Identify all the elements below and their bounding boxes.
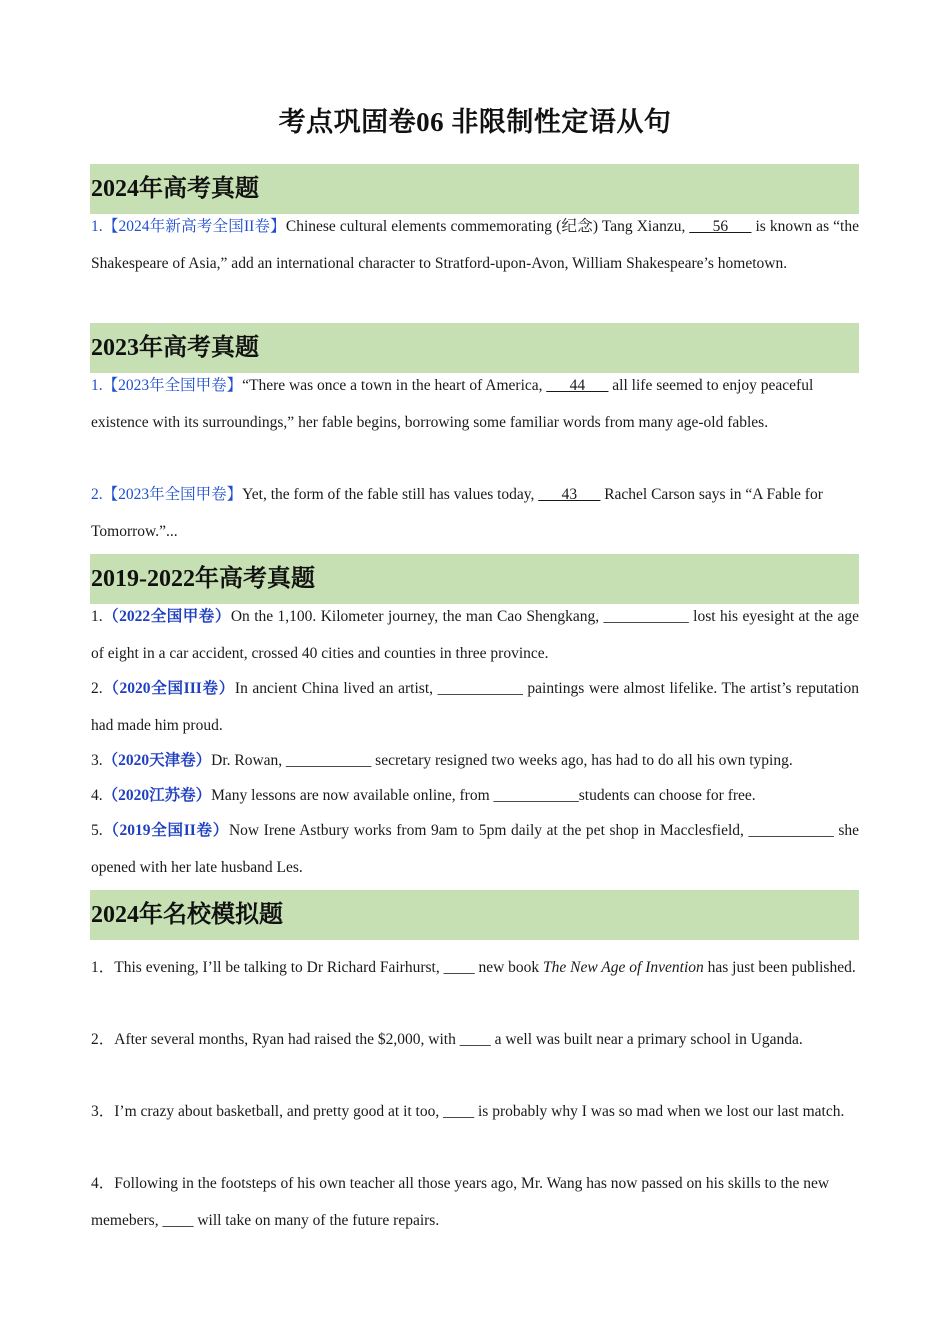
question-number: 5. bbox=[91, 822, 103, 839]
question-item bbox=[91, 777, 859, 814]
question-text: is known as “the Shakespeare of Asia,” add an international character to Stratford-upon-Avon, William Shakespeare’s hometown. bbox=[91, 218, 859, 272]
question-item bbox=[91, 1165, 859, 1239]
section-heading-2024-exam: 2024年高考真题 bbox=[90, 164, 859, 214]
question-text: Many lessons are now available online, from ___________students can choose for free. bbox=[211, 787, 756, 804]
question-number: 1． bbox=[91, 959, 115, 976]
question-text: I’m crazy about basketball, and pretty good at it too, ____ is probably why I was so mad when we lost our last match. bbox=[114, 1103, 845, 1120]
question-text: Dr. Rowan, ___________ secretary resigned two weeks ago, has had to do all his own typing. bbox=[211, 752, 793, 769]
question-number: 1. bbox=[91, 377, 103, 394]
question-source: 【2023年全国甲卷】 bbox=[102, 486, 243, 503]
question-source: （2022全国甲卷） bbox=[102, 608, 231, 625]
question-text: has just been published. bbox=[703, 959, 856, 976]
question-item bbox=[91, 367, 859, 441]
question-source: （2020江苏卷） bbox=[102, 787, 212, 804]
question-source: 【2023年全国甲卷】 bbox=[102, 377, 243, 394]
question-source: （2020全国III卷） bbox=[102, 680, 235, 697]
question-item bbox=[91, 598, 859, 672]
question-number: 2. bbox=[91, 680, 103, 697]
question-number: 4． bbox=[91, 1175, 115, 1192]
question-number: 3． bbox=[91, 1103, 115, 1120]
question-text: Yet, the form of the fable still has values today, bbox=[242, 486, 539, 503]
question-source: （2019全国II卷） bbox=[102, 822, 229, 839]
question-item bbox=[91, 1021, 859, 1058]
page-title: 考点巩固卷06 非限制性定语从句 bbox=[278, 107, 672, 137]
book-title: The New Age of Invention bbox=[543, 959, 704, 976]
question-number: 3. bbox=[91, 752, 103, 769]
question-item bbox=[91, 1093, 859, 1130]
question-number: 2． bbox=[91, 1031, 115, 1048]
question-source: 【2024年新高考全国II卷】 bbox=[102, 218, 286, 235]
question-number: 1. bbox=[91, 608, 103, 625]
question-item bbox=[91, 670, 859, 744]
question-number: 2. bbox=[91, 486, 103, 503]
question-item bbox=[91, 208, 859, 282]
question-text: This evening, I’ll be talking to Dr Richard Fairhurst, ____ new book bbox=[114, 959, 544, 976]
question-text: Now Irene Astbury works from 9am to 5pm daily at the pet shop in Macclesfield, ___________ she opened with her late husband Les. bbox=[91, 822, 859, 876]
question-text: Following in the footsteps of his own teacher all those years ago, Mr. Wang has now passed on his skills to the new memebers, ____ will take on many of the future repairs. bbox=[91, 1175, 830, 1229]
question-item bbox=[91, 476, 859, 550]
answer-blank: ___56___ bbox=[689, 218, 752, 235]
answer-blank: ___44___ bbox=[546, 377, 609, 394]
question-number: 4. bbox=[91, 787, 103, 804]
question-source: （2020天津卷） bbox=[102, 752, 212, 769]
question-text: all life seemed to enjoy peaceful existence with its surroundings,” her fable begins, borrowing some familiar words from many age-old fables. bbox=[91, 377, 814, 431]
section-heading-2019-2022-exam: 2019-2022年高考真题 bbox=[90, 554, 859, 604]
question-text: Rachel Carson says in “A Fable for Tomorrow.”... bbox=[91, 486, 823, 540]
answer-blank: ___43___ bbox=[538, 486, 601, 503]
question-number: 1. bbox=[91, 218, 103, 235]
question-item bbox=[91, 812, 859, 886]
section-heading-2024-mock: 2024年名校模拟题 bbox=[90, 890, 859, 940]
question-item bbox=[91, 949, 859, 986]
section-heading-2023-exam: 2023年高考真题 bbox=[90, 323, 859, 373]
question-text: “There was once a town in the heart of America, bbox=[242, 377, 547, 394]
question-text: In ancient China lived an artist, ___________ paintings were almost lifelike. The artist’s reputation had made him proud. bbox=[91, 680, 859, 734]
question-text: On the 1,100. Kilometer journey, the man Cao Shengkang, ___________ lost his eyesight at the age of eight in a car accident, crossed 40 cities and counties in three province. bbox=[91, 608, 859, 662]
question-text: Chinese cultural elements commemorating (纪念) Tang Xianzu, bbox=[285, 218, 690, 235]
question-text: After several months, Ryan had raised the $2,000, with ____ a well was built near a primary school in Uganda. bbox=[114, 1031, 803, 1048]
question-item bbox=[91, 742, 859, 779]
